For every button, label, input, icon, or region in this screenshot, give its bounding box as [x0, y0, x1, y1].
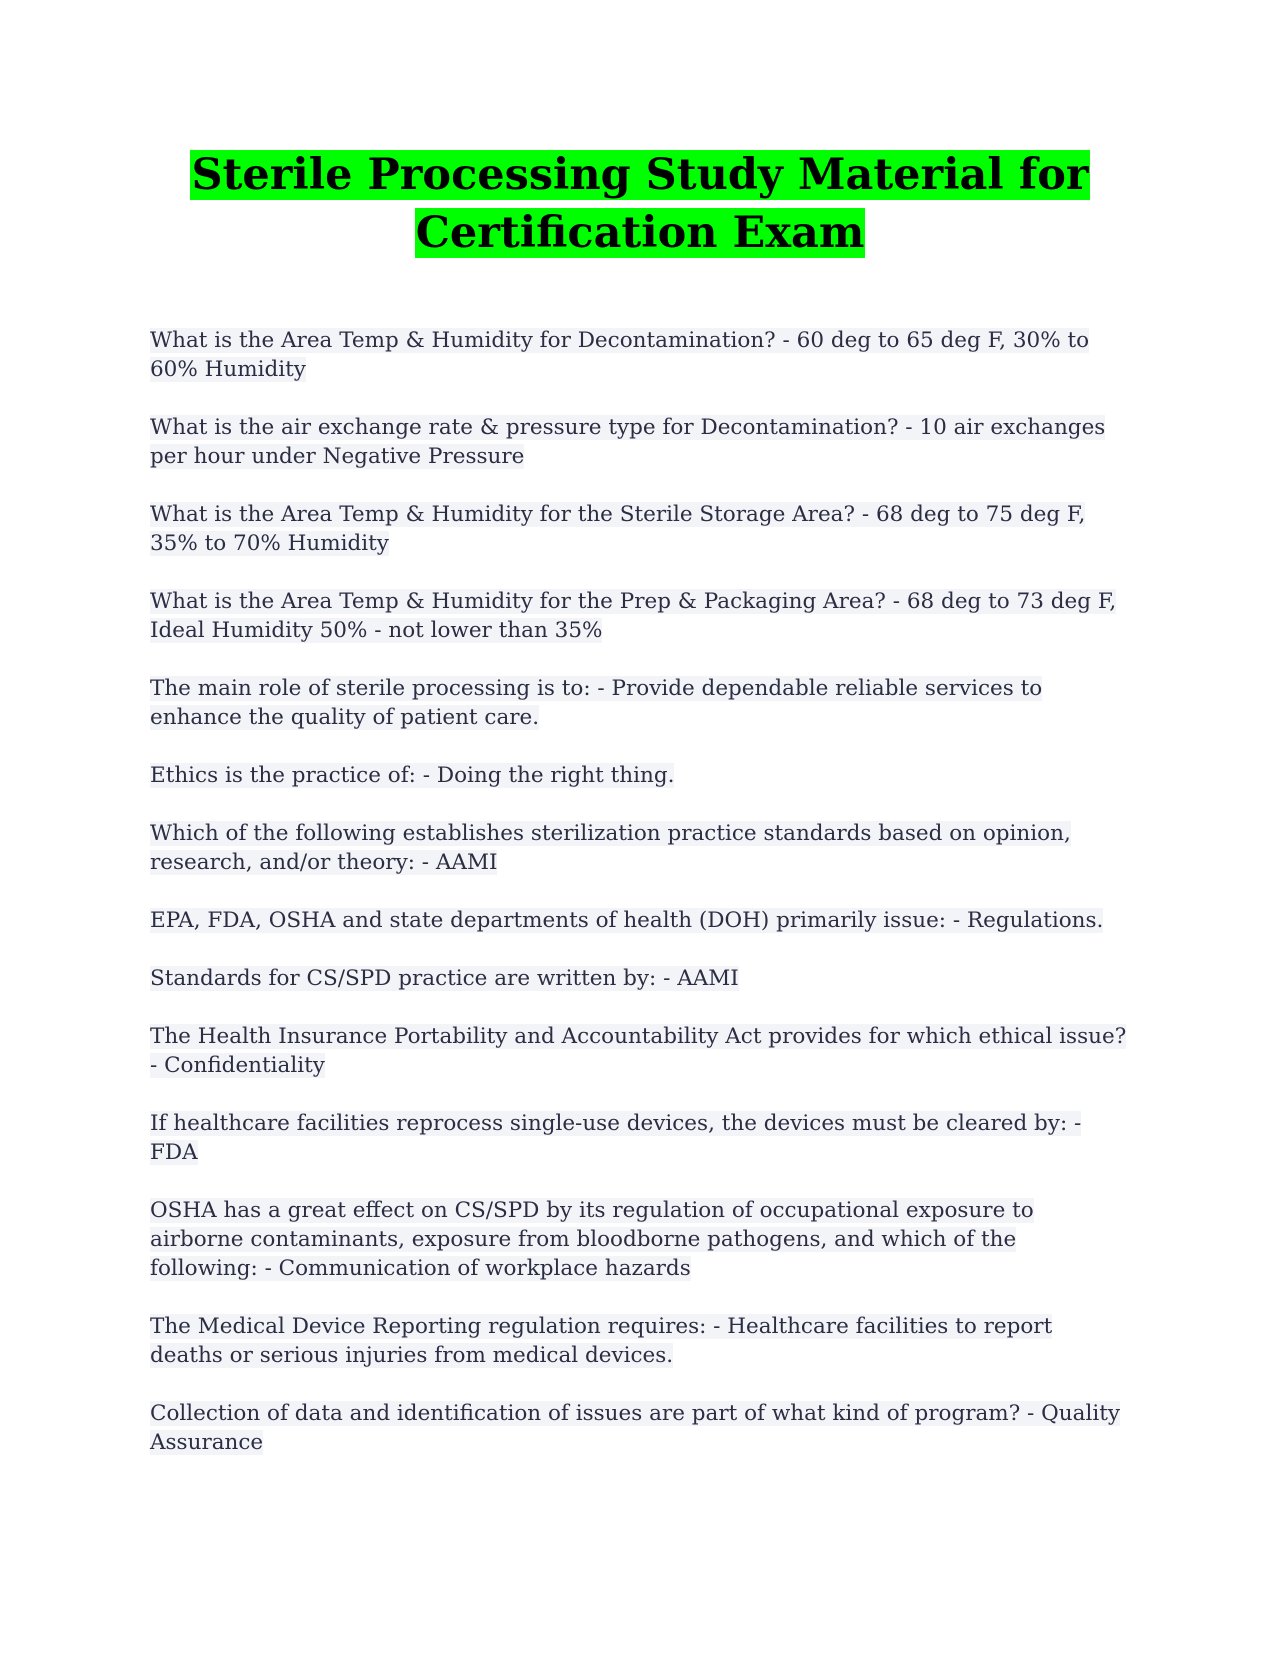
document-title — [0, 146, 1280, 262]
qa-item — [150, 819, 1130, 877]
qa-text: Collection of data and identification of issues are part of what kind of program? - Quality Assurance — [150, 1401, 1120, 1455]
qa-item — [150, 500, 1130, 558]
qa-list — [150, 326, 1130, 1486]
qa-text: What is the air exchange rate & pressure type for Decontamination? - 10 air exchanges per hour under Negative Pressure — [150, 415, 1106, 469]
qa-text: Ethics is the practice of: - Doing the right thing. — [150, 763, 675, 788]
qa-item — [150, 1022, 1130, 1080]
qa-text: The main role of sterile processing is to: - Provide dependable reliable services to enhance the quality of patient care. — [150, 676, 1043, 730]
title-line-2: Certification Exam — [415, 208, 865, 258]
qa-item — [150, 674, 1130, 732]
qa-text: Standards for CS/SPD practice are written by: - AAMI — [150, 966, 739, 991]
qa-text: The Health Insurance Portability and Accountability Act provides for which ethical issue? - Confidentiality — [150, 1024, 1127, 1078]
qa-item — [150, 1196, 1130, 1283]
qa-text: What is the Area Temp & Humidity for the Sterile Storage Area? - 68 deg to 75 deg F, 35% to 70% Humidity — [150, 502, 1086, 556]
title-line-1: Sterile Processing Study Material for — [191, 150, 1089, 200]
qa-text: The Medical Device Reporting regulation requires: - Healthcare facilities to report deaths or serious injuries from medical devices. — [150, 1314, 1053, 1368]
qa-item — [150, 1399, 1130, 1457]
qa-item — [150, 761, 1130, 790]
qa-item — [150, 964, 1130, 993]
qa-item — [150, 906, 1130, 935]
qa-item — [150, 1312, 1130, 1370]
qa-item — [150, 326, 1130, 384]
qa-text: What is the Area Temp & Humidity for Decontamination? - 60 deg to 65 deg F, 30% to 60% Humidity — [150, 328, 1090, 382]
qa-text: If healthcare facilities reprocess single-use devices, the devices must be cleared by: - FDA — [150, 1111, 1082, 1165]
qa-item — [150, 587, 1130, 645]
qa-text: What is the Area Temp & Humidity for the Prep & Packaging Area? - 68 deg to 73 deg F, Ideal Humidity 50% - not lower than 35% — [150, 589, 1117, 643]
qa-text: Which of the following establishes sterilization practice standards based on opinion, research, and/or theory: - AAMI — [150, 821, 1071, 875]
qa-item — [150, 413, 1130, 471]
qa-text: EPA, FDA, OSHA and state departments of health (DOH) primarily issue: - Regulations. — [150, 908, 1104, 933]
qa-item — [150, 1109, 1130, 1167]
qa-text: OSHA has a great effect on CS/SPD by its regulation of occupational exposure to airborne contaminants, exposure from bloodborne pathogens, and which of the following: - Communication of workplace hazards — [150, 1198, 1034, 1281]
